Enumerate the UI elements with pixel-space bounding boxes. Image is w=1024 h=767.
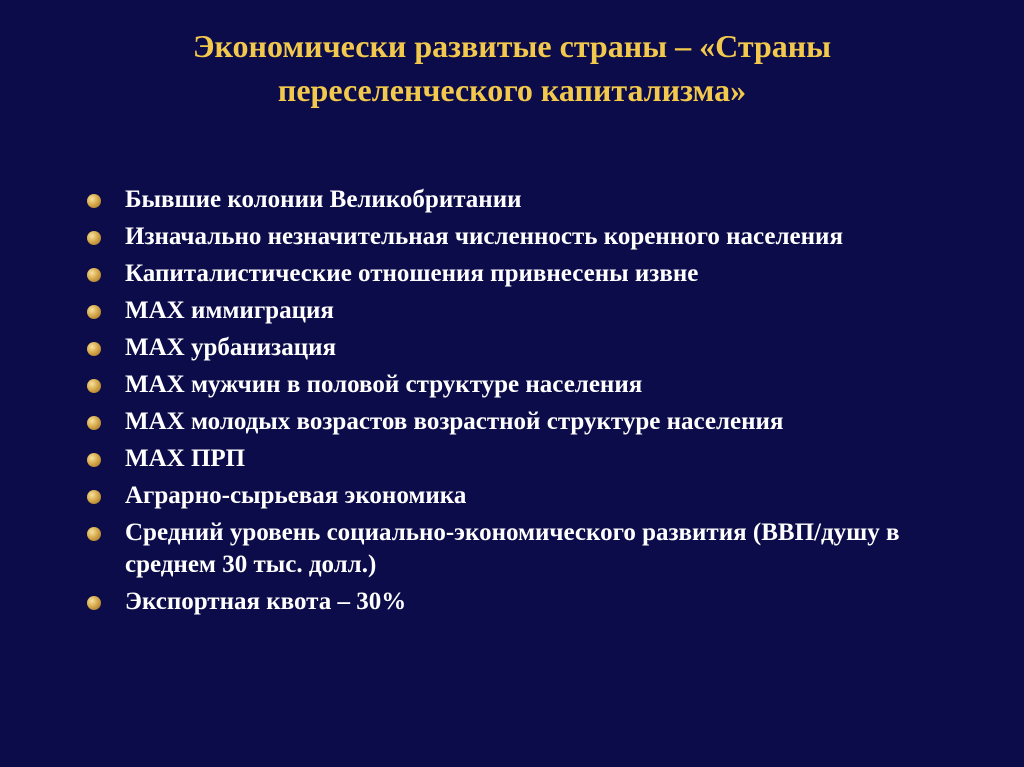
bullet-text: Экспортная квота – 30% — [125, 588, 407, 615]
bullet-text: Бывшие колонии Великобритании — [125, 186, 522, 213]
slide-title-line-2: переселенческого капитализма» — [277, 72, 747, 108]
bullet-dot-icon — [87, 416, 101, 430]
bullet-text: МАХ молодых возрастов возрастной структуре населения — [125, 408, 784, 435]
bullet-item — [84, 517, 984, 581]
bullet-item — [84, 406, 984, 438]
bullet-item — [84, 258, 984, 290]
bullet-dot-icon — [87, 527, 101, 541]
bullet-dot-icon — [87, 305, 101, 319]
bullet-text: МАХ урбанизация — [125, 334, 337, 361]
slide-title — [0, 24, 1024, 112]
bullet-text: МАХ ПРП — [125, 445, 246, 472]
bullet-dot-icon — [87, 453, 101, 467]
bullet-dot-icon — [87, 342, 101, 356]
bullet-dot-icon — [87, 268, 101, 282]
slide-title-line-1: Экономически развитые страны – «Страны — [192, 28, 832, 64]
bullet-item — [84, 221, 984, 253]
bullet-text: Капиталистические отношения привнесены извне — [125, 260, 699, 287]
bullet-item — [84, 586, 984, 618]
bullet-text: МАХ мужчин в половой структуре населения — [125, 371, 643, 398]
bullet-text: МАХ иммиграция — [125, 297, 334, 324]
bullet-text: Средний уровень социально-экономического развития (ВВП/душу в среднем 30 тыс. долл.) — [125, 519, 900, 578]
bullet-item — [84, 480, 984, 512]
bullet-item — [84, 443, 984, 475]
bullet-item — [84, 184, 984, 216]
bullet-dot-icon — [87, 379, 101, 393]
bullet-dot-icon — [87, 490, 101, 504]
bullet-dot-icon — [87, 596, 101, 610]
bullet-item — [84, 332, 984, 364]
bullet-dot-icon — [87, 194, 101, 208]
bullet-item — [84, 369, 984, 401]
bullet-list — [84, 184, 984, 623]
bullet-dot-icon — [87, 231, 101, 245]
bullet-text: Аграрно-сырьевая экономика — [125, 482, 467, 509]
bullet-text: Изначально незначительная численность коренного населения — [125, 223, 843, 250]
bullet-item — [84, 295, 984, 327]
